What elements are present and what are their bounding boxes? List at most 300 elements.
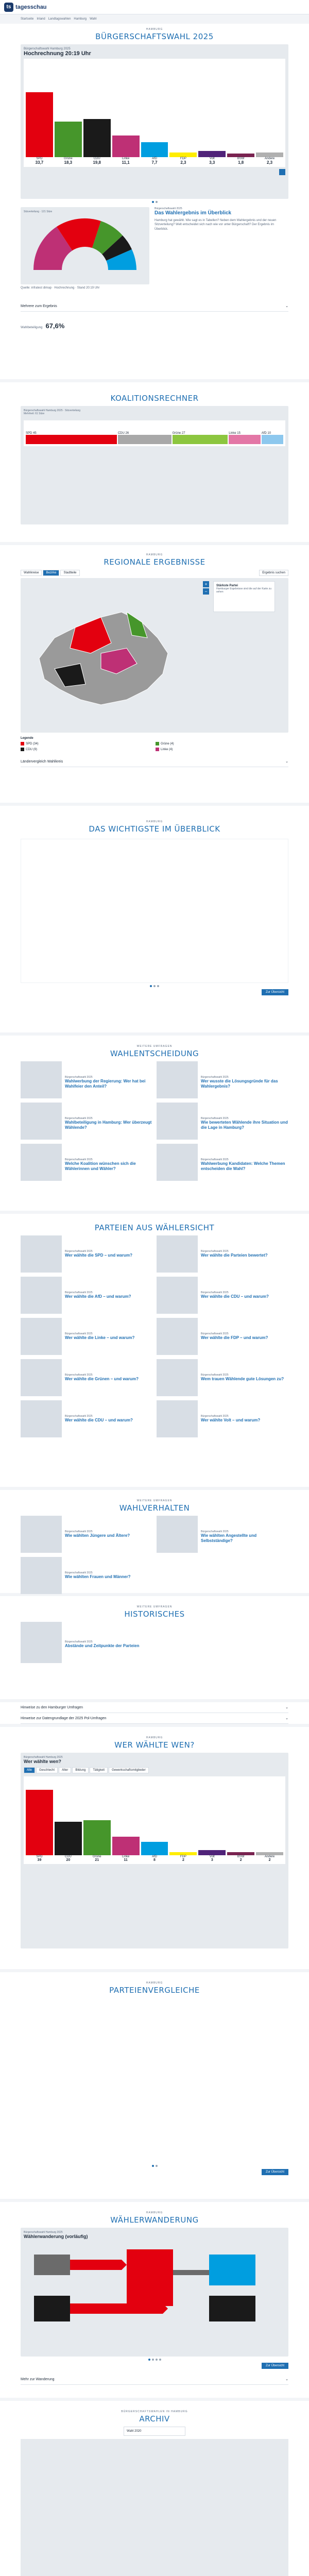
teaser-kicker: Bürgerschaftswahl 2025	[65, 1374, 93, 1377]
teaser[interactable]	[157, 1235, 288, 1273]
archive-content	[21, 2439, 288, 2576]
carousel-dot[interactable]	[156, 2165, 158, 2167]
carousel-dot[interactable]	[156, 2359, 158, 2361]
region-select-label: Ländervergleich Wahlkreis	[21, 759, 63, 764]
archive-select[interactable]: Wahl 2020	[124, 2427, 185, 2436]
tab-wahlkreise[interactable]: Wahlkreise	[21, 570, 42, 576]
bar	[198, 1850, 226, 1855]
bar-label: Grüne 27	[172, 432, 185, 435]
info-box-text: Hamburger Ergebnisse sind die auf der Karte zu sehen	[216, 587, 272, 594]
teaser-title: Wer wählte die SPD – und warum?	[65, 1253, 132, 1258]
bar-value-label: 1,8	[238, 160, 244, 165]
more-flow-link[interactable]	[21, 2374, 288, 2385]
parties-section	[0, 1214, 309, 1487]
seat-chart-card	[21, 207, 149, 284]
bar-value-label: 39	[37, 1858, 42, 1862]
bar-value-label: 20	[66, 1858, 71, 1862]
bar-value-label: 18,3	[64, 160, 73, 165]
overview-title: DAS WICHTIGSTE IM ÜBERBLICK	[89, 824, 220, 834]
carousel-dot[interactable]	[152, 2165, 154, 2167]
bar	[262, 435, 283, 444]
regional-title: REGIONALE ERGEBNISSE	[104, 557, 205, 567]
teaser-kicker: Bürgerschaftswahl 2025	[201, 1374, 229, 1377]
bar	[118, 435, 171, 444]
teaser-image	[157, 1103, 198, 1140]
teaser[interactable]	[21, 1061, 152, 1098]
filter-tab[interactable]: Bildung	[72, 1767, 89, 1773]
legend-label: Grüne (4)	[161, 742, 174, 745]
bar-group	[198, 1850, 226, 1862]
card-subtitle: Bürgerschaftswahl Hamburg 2025	[24, 2231, 63, 2234]
kicker: WEITERE UMFRAGEN	[136, 1605, 173, 1608]
bar-category-label: AfD	[152, 1855, 158, 1858]
tab-bezirke[interactable]: Bezirke	[43, 570, 59, 576]
teaser-image	[157, 1235, 198, 1273]
carousel-dot[interactable]	[148, 2359, 150, 2361]
teaser[interactable]	[21, 1557, 152, 1594]
teaser-image	[21, 1318, 62, 1355]
behavior-grid	[21, 1516, 288, 1594]
teaser-title: Wie wählten Jüngere und Ältere?	[65, 1533, 130, 1538]
bar-category-label: Volt	[209, 157, 215, 160]
teaser-kicker: Bürgerschaftswahl 2025	[65, 1117, 93, 1120]
page-title: BÜRGERSCHAFTSWAHL 2025	[95, 32, 214, 41]
teaser[interactable]	[21, 1318, 152, 1355]
seat-distribution-chart	[24, 213, 146, 275]
teaser-image	[21, 1277, 62, 1314]
bar-category-label: CDU	[64, 1855, 72, 1858]
flow-title: WÄHLERWANDERUNG	[110, 2215, 199, 2225]
coalition-bar[interactable]	[229, 432, 261, 444]
coalition-bars	[24, 420, 285, 446]
teaser-kicker: Bürgerschaftswahl 2025	[201, 1332, 229, 1335]
coalition-bar[interactable]	[173, 432, 228, 444]
bar	[141, 1842, 168, 1855]
bar-category-label: Andere	[264, 1855, 275, 1858]
chevron-down-icon: ⌄	[285, 1717, 288, 1720]
bar	[112, 135, 140, 157]
zoom-in-icon[interactable]: +	[203, 581, 209, 587]
filter-tab[interactable]: Alter	[59, 1767, 71, 1773]
bar	[83, 1820, 111, 1855]
teaser-kicker: Bürgerschaftswahl 2025	[65, 1291, 93, 1294]
teaser[interactable]	[21, 1359, 152, 1396]
bar-group	[227, 154, 254, 165]
compare-section	[0, 1972, 309, 2199]
bar-value-label: 3,3	[209, 160, 215, 165]
bar-label: AfD 10	[261, 432, 271, 435]
results-bar-chart	[24, 59, 285, 167]
bar	[227, 154, 254, 157]
bar-value-label: 3	[211, 1858, 213, 1862]
teaser-kicker: Bürgerschaftswahl 2025	[65, 1158, 93, 1161]
teaser-title: Wer wählte die AfD – und warum?	[65, 1294, 131, 1299]
kicker: HAMBURG	[146, 820, 163, 823]
teaser[interactable]	[21, 1103, 152, 1140]
legend-item	[21, 748, 153, 751]
teaser-kicker: Bürgerschaftswahl 2025	[65, 1250, 93, 1253]
bar	[112, 1837, 140, 1855]
teaser-image	[21, 1061, 62, 1098]
teaser[interactable]	[157, 1359, 288, 1396]
carousel-dots	[21, 2357, 288, 2363]
chevron-down-icon: ⌄	[285, 760, 288, 764]
bar-category-label: SPD	[36, 157, 43, 160]
breadcrumb-item[interactable]: Startseite	[21, 18, 34, 21]
chevron-down-icon: ⌄	[285, 304, 288, 308]
bar-group	[112, 1837, 140, 1862]
teaser[interactable]	[157, 1318, 288, 1355]
teaser-title: Wer wählte die Grünen – und warum?	[65, 1377, 139, 1381]
breadcrumb	[0, 14, 309, 24]
bar	[26, 435, 117, 444]
bar-value-label: 11,1	[122, 160, 130, 165]
teaser-title: Wer wählte die Linke – und warum?	[65, 1335, 135, 1340]
legend-label: SPD (34)	[26, 742, 39, 745]
coalition-note: Bürgerschaftswahl Hamburg 2025 · Sitzverteilung	[24, 409, 81, 412]
kicker: WEITERE UMFRAGEN	[136, 1045, 173, 1048]
bar-value-label: 2,3	[180, 160, 186, 165]
teaser[interactable]	[157, 1400, 288, 1437]
bar-category-label: Andere	[264, 157, 275, 160]
teaser-kicker: Bürgerschaftswahl 2025	[65, 1530, 93, 1533]
carousel-dots	[21, 2163, 288, 2169]
teaser-kicker: Bürgerschaftswahl 2025	[65, 1076, 93, 1079]
carousel-dot[interactable]	[153, 985, 156, 987]
bar	[55, 1822, 82, 1855]
teaser-kicker: Bürgerschaftswahl 2025	[201, 1117, 229, 1120]
main-results-section	[0, 24, 309, 379]
bar-value-label: 2	[239, 1858, 242, 1862]
bar-value-label: 7,7	[151, 160, 158, 165]
bar-category-label: Linke	[122, 1855, 130, 1858]
overview-carousel[interactable]	[21, 839, 288, 983]
teaser[interactable]	[157, 1103, 288, 1140]
historic-teaser[interactable]	[21, 1622, 288, 1663]
breadcrumb-item[interactable]: Landtagswahlen	[48, 18, 71, 21]
teaser-image	[21, 1359, 62, 1396]
historic-title: HISTORISCHES	[124, 1609, 185, 1619]
logo[interactable]	[4, 3, 47, 12]
decision-section	[0, 1036, 309, 1211]
expand-icon[interactable]	[279, 169, 285, 175]
bar-value-label: 11	[124, 1858, 128, 1862]
teaser[interactable]	[157, 1516, 288, 1553]
teaser-kicker: Bürgerschaftswahl 2025	[201, 1530, 229, 1533]
bar-category-label: BSW	[237, 157, 245, 160]
decision-title: WAHLENTSCHEIDUNG	[110, 1049, 199, 1058]
map-info-box	[213, 581, 275, 612]
teaser-title: Abstände und Zeitpunkte der Parteien	[65, 1643, 140, 1648]
legend-item	[156, 742, 288, 745]
source-note: Quelle: infratest dimap · Hochrechnung · Stand 20:19 Uhr	[21, 286, 100, 290]
teaser[interactable]	[21, 1277, 152, 1314]
hint-link[interactable]	[21, 1702, 288, 1713]
teaser-image	[21, 1516, 62, 1553]
more-results-link[interactable]	[21, 301, 288, 312]
teaser-kicker: Bürgerschaftswahl 2025	[65, 1415, 93, 1418]
behavior-title: WAHLVERHALTEN	[119, 1503, 190, 1513]
teaser-title: Wie wählten Angestellte und Selbstständige?	[201, 1533, 257, 1543]
teaser-image	[21, 1557, 62, 1594]
bar-category-label: Linke	[122, 157, 130, 160]
teaser-title: Welche Koalition wünschen sich die Wählerinnen und Wähler?	[65, 1161, 136, 1171]
carousel-dot[interactable]	[157, 985, 159, 987]
bar-group	[26, 92, 53, 165]
site-header	[0, 0, 309, 14]
teaser-image	[21, 1400, 62, 1437]
voter-flow-chart	[24, 2239, 281, 2342]
overview-button[interactable]: Zur Übersicht	[262, 989, 288, 995]
more-flow-label: Mehr zur Wanderung	[21, 2377, 55, 2381]
bar-category-label: AfD	[152, 157, 158, 160]
flow-button[interactable]: Zur Übersicht	[262, 2363, 288, 2369]
breadcrumb-item[interactable]: Inland	[37, 18, 45, 21]
hamburg-map[interactable]	[24, 581, 199, 725]
regional-section	[0, 545, 309, 803]
flow-card	[21, 2228, 288, 2357]
news-kicker: Bürgerschaftswahl 2025	[154, 207, 182, 210]
logo-text: tagesschau	[15, 4, 47, 10]
legend-item	[156, 748, 288, 751]
teaser[interactable]	[21, 1235, 152, 1273]
parties-grid	[21, 1235, 288, 1437]
legend-item	[21, 742, 153, 745]
carousel-dots	[21, 199, 288, 205]
teaser-title: Wer wählte Volt – und warum?	[201, 1418, 261, 1422]
chevron-down-icon: ⌄	[285, 1706, 288, 1709]
flow-section	[0, 2202, 309, 2398]
whowho-section	[0, 1727, 309, 1969]
breadcrumb-item[interactable]: Wahl	[90, 18, 97, 21]
legend-label: Linke (4)	[161, 748, 173, 751]
carousel-dot[interactable]	[159, 2359, 161, 2361]
teaser-kicker: Bürgerschaftswahl 2025	[65, 1571, 93, 1574]
logo-icon: ts	[4, 3, 13, 12]
bar-value-label: 2	[268, 1858, 271, 1862]
compare-carousel[interactable]	[21, 1998, 288, 2163]
compare-button[interactable]: Zur Übersicht	[262, 2169, 288, 2175]
bar-group	[26, 1790, 53, 1862]
carousel-dot[interactable]	[156, 201, 158, 203]
bar	[198, 151, 226, 157]
turnout-value: 67,6%	[45, 322, 65, 330]
filter-tab[interactable]: Tätigkeit	[90, 1767, 108, 1773]
teaser-kicker: Bürgerschaftswahl 2025	[201, 1076, 229, 1079]
bar-category-label: Grüne	[92, 1855, 101, 1858]
legend-title: Legende	[21, 737, 33, 740]
bar-group	[198, 151, 226, 165]
hint-label: Hinweise zu den Hamburger Umfragen	[21, 1705, 83, 1709]
compare-title: PARTEIENVERGLEICHE	[109, 1986, 200, 1995]
bar-category-label: FDP	[180, 157, 186, 160]
bar	[83, 119, 111, 157]
bar-group	[169, 1852, 197, 1862]
teaser-image	[157, 1516, 198, 1553]
map-card	[21, 578, 288, 733]
coalition-title: KOALITIONSRECHNER	[110, 394, 199, 403]
kicker: BÜRGERSCHAFTSWAHLEN IN HAMBURG	[121, 2410, 188, 2413]
teaser[interactable]	[21, 1400, 152, 1437]
coalition-section	[0, 382, 309, 542]
results-chart-card	[21, 44, 288, 199]
teaser-image	[157, 1144, 198, 1181]
teaser-image	[21, 1144, 62, 1181]
bar-group	[169, 152, 197, 165]
carousel-dot[interactable]	[152, 2359, 154, 2361]
teaser[interactable]	[21, 1516, 152, 1553]
filter-tab[interactable]: Geschlecht	[36, 1767, 58, 1773]
parties-title: PARTEIEN AUS WÄHLERSICHT	[94, 1223, 215, 1232]
teaser-title: Wer wusste die Lösungsgründe für das Wahlergebnis?	[201, 1079, 278, 1089]
kicker: HAMBURG	[146, 28, 163, 31]
carousel-dot[interactable]	[152, 201, 154, 203]
bar-value-label: 2	[182, 1858, 184, 1862]
bar-group	[141, 1842, 168, 1862]
hint-label: Hinweise zur Datengrundlage der 2025 Pol-Umfragen	[21, 1716, 107, 1720]
teaser-title: Wem trauen Wählende gute Lösungen zu?	[201, 1377, 284, 1381]
teaser-title: Wahlwerbung Kandidaten: Welche Themen entscheiden die Wahl?	[201, 1161, 285, 1171]
archive-title: ARCHIV	[139, 2414, 170, 2424]
info-box-title: Stärkste Partei	[216, 584, 238, 587]
historic-section	[0, 1596, 309, 1699]
majority-note: Mehrheit: 61 Sitze	[24, 412, 45, 415]
whowho-card	[21, 1753, 288, 1948]
teaser-title: Wahlbeteiligung in Hamburg: Wer überzeugt Wählende?	[65, 1120, 152, 1130]
teaser-image	[157, 1318, 198, 1355]
bar-group	[83, 1820, 111, 1862]
bar-group	[55, 1822, 82, 1862]
bar-value-label: 33,7	[35, 160, 44, 165]
teaser-title: Wie bewerteten Wählende ihre Situation und die Lage in Hamburg?	[201, 1120, 288, 1130]
teaser[interactable]	[157, 1277, 288, 1314]
bar-value-label: 21	[95, 1858, 99, 1862]
overview-section	[0, 806, 309, 1032]
kicker: HAMBURG	[146, 553, 163, 556]
chart-subtitle: Bürgerschaftswahl Hamburg 2025	[24, 47, 71, 50]
bar-group	[256, 1852, 283, 1862]
teaser-kicker: Bürgerschaftswahl 2025	[201, 1415, 229, 1418]
teaser-kicker: Bürgerschaftswahl 2025	[65, 1640, 93, 1643]
teaser-image	[21, 1622, 62, 1663]
bar-label: Linke 15	[229, 432, 241, 435]
teaser-kicker: Bürgerschaftswahl 2025	[201, 1291, 229, 1294]
bar	[26, 92, 53, 157]
seat-note: Sitzverteilung · 121 Sitze	[24, 210, 53, 213]
teaser[interactable]	[21, 1144, 152, 1181]
bar-category-label: BSW	[237, 1855, 245, 1858]
teaser-kicker: Bürgerschaftswahl 2025	[201, 1250, 229, 1253]
bar	[141, 142, 168, 157]
teaser-kicker: Bürgerschaftswahl 2025	[201, 1158, 229, 1161]
news-teaser[interactable]	[154, 207, 288, 284]
bar-group	[227, 1852, 254, 1862]
teaser-image	[157, 1359, 198, 1396]
bar-group	[55, 122, 82, 165]
chevron-down-icon: ⌄	[285, 2378, 288, 2381]
coalition-bar[interactable]	[26, 432, 117, 444]
coalition-bar[interactable]	[118, 432, 171, 444]
kicker: HAMBURG	[146, 2211, 163, 2214]
card-title: Wählerwanderung (vorläufig)	[24, 2234, 88, 2239]
teaser-kicker: Bürgerschaftswahl 2025	[65, 1332, 93, 1335]
teaser-image	[21, 1235, 62, 1273]
map-legend	[21, 742, 288, 751]
bar-group	[141, 142, 168, 165]
bar	[26, 1790, 53, 1855]
bar	[256, 152, 283, 157]
teaser-image	[157, 1400, 198, 1437]
whowho-title: WER WÄHLTE WEN?	[114, 1740, 195, 1750]
teaser[interactable]	[157, 1144, 288, 1181]
region-select[interactable]	[21, 756, 288, 767]
bar-category-label: Volt	[209, 1855, 215, 1858]
kicker: HAMBURG	[146, 1736, 163, 1739]
teaser[interactable]	[157, 1061, 288, 1098]
bar-group	[112, 135, 140, 165]
teaser-title: Wer wählte die CDU – und warum?	[65, 1418, 133, 1422]
bar	[169, 152, 197, 157]
bar-category-label: FDP	[180, 1855, 186, 1858]
bar	[229, 435, 261, 444]
teaser-title: Wie wählten Frauen und Männer?	[65, 1574, 131, 1579]
tab-stadtteile[interactable]: Stadtteile	[60, 570, 79, 576]
teaser-image	[21, 1103, 62, 1140]
bar-label: SPD 45	[26, 432, 37, 435]
bar-value-label: 2,3	[267, 160, 273, 165]
teaser-title: Wer wählte die FDP – und warum?	[201, 1335, 268, 1340]
bar-label: CDU 26	[117, 432, 129, 435]
teaser-image	[157, 1277, 198, 1314]
bar-value-label: 19,8	[93, 160, 101, 165]
filter-tab[interactable]: Alle	[24, 1767, 35, 1773]
breadcrumb-item[interactable]: Hamburg	[74, 18, 87, 21]
teaser-image	[157, 1061, 198, 1098]
more-results-label: Mehrere zum Ergebnis	[21, 304, 57, 308]
teaser-title: Wer wählte die CDU – und warum?	[201, 1294, 269, 1299]
news-title: Das Wahlergebnis im Überblick	[154, 210, 232, 216]
bar-value-label: 8	[153, 1858, 156, 1862]
whowho-bar-chart	[24, 1776, 285, 1864]
teaser-title: Wahlwerbung der Regierung: Wer hat bei Wahlfeier den Anteil?	[65, 1079, 146, 1089]
card-subtitle: Bürgerschaftswahl Hamburg 2025	[24, 1756, 63, 1759]
bar	[173, 435, 228, 444]
zoom-out-icon[interactable]: −	[203, 588, 209, 595]
filter-tab[interactable]: Gewerkschaftsmitglieder	[109, 1767, 149, 1773]
bar-category-label: Grüne	[63, 157, 73, 160]
bar-group	[256, 152, 283, 165]
chart-title: Hochrechnung 20:19 Uhr	[24, 50, 91, 57]
carousel-dots	[21, 983, 288, 989]
news-text: Hamburg hat gewählt. Wie sagt es in Tabellen? Neben dem Wahlergebnis und der neuen Sitzverteilung? Welt entscheidet sich nach wie vor unter Bürgerschaft? Der Ergebnis im Überblick.	[154, 219, 277, 231]
filter-tabs	[24, 1767, 285, 1773]
card-title: Wer wählte wen?	[24, 1759, 61, 1764]
turnout-label: Wahlbeteiligung	[21, 326, 43, 329]
kicker: WEITERE UMFRAGEN	[136, 1499, 173, 1502]
hint-link[interactable]	[21, 1713, 288, 1724]
bar	[55, 122, 82, 157]
archive-section	[0, 2401, 309, 2576]
carousel-dot[interactable]	[150, 985, 152, 987]
coalition-calculator	[21, 406, 288, 524]
decision-grid	[21, 1061, 288, 1181]
legend-label: CDU (9)	[26, 748, 37, 751]
coalition-bar[interactable]	[262, 432, 283, 444]
links-section	[0, 1702, 309, 1724]
bar-category-label: SPD	[36, 1855, 43, 1858]
search-result-button[interactable]: Ergebnis suchen	[259, 570, 288, 576]
bar-category-label: CDU	[93, 157, 100, 160]
